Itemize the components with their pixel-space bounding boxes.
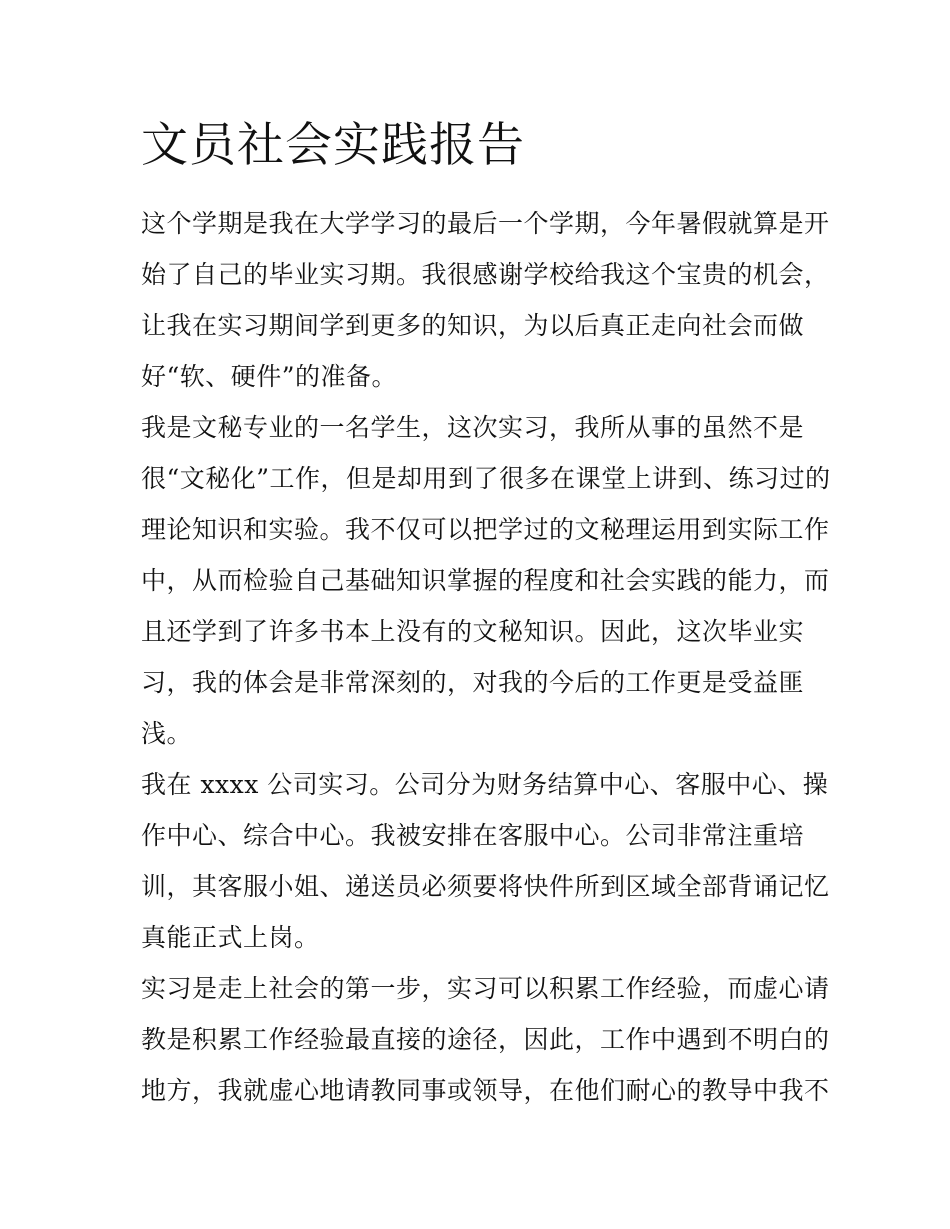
text-line: 作中心、综合中心。我被安排在客服中心。公司非常注重培 xyxy=(141,821,805,850)
text-line: 我是文秘专业的一名学生，这次实习，我所从事的虽然不是 xyxy=(141,413,805,442)
document-body xyxy=(141,198,831,1116)
text-line: 中，从而检验自己基础知识掌握的程度和社会实践的能力，而 xyxy=(141,566,830,595)
text-line: 始了自己的毕业实习期。我很感谢学校给我这个宝贵的机会， xyxy=(141,260,830,289)
text-line: 我在 xxxx 公司实习。公司分为财务结算中心、客服中心、操 xyxy=(141,770,829,799)
text-line: 教是积累工作经验最直接的途径，因此，工作中遇到不明白的 xyxy=(141,1025,830,1054)
text-line: 地方，我就虚心地请教同事或领导，在他们耐心的教导中我不 xyxy=(141,1076,830,1105)
text-line: 且还学到了许多书本上没有的文秘知识。因此，这次毕业实 xyxy=(141,617,805,646)
text-line: 理论知识和实验。我不仅可以把学过的文秘理运用到实际工作 xyxy=(141,515,830,544)
text-line: 真能正式上岗。 xyxy=(141,923,320,952)
text-line: 浅。 xyxy=(141,719,193,748)
document-title: 文员社会实践报告 xyxy=(141,118,525,173)
text-line: 实习是走上社会的第一步，实习可以积累工作经验，而虚心请 xyxy=(141,974,830,1003)
text-line: 好“软、硬件”的准备。 xyxy=(141,362,398,391)
text-line: 这个学期是我在大学学习的最后一个学期，今年暑假就算是开 xyxy=(141,209,830,238)
text-line: 很“文秘化”工作，但是却用到了很多在课堂上讲到、练习过的 xyxy=(141,464,831,493)
text-line: 习，我的体会是非常深刻的，对我的今后的工作更是受益匪 xyxy=(141,668,805,697)
text-line: 训，其客服小姐、递送员必须要将快件所到区域全部背诵记忆 xyxy=(141,872,830,901)
text-line: 让我在实习期间学到更多的知识，为以后真正走向社会而做 xyxy=(141,311,805,340)
